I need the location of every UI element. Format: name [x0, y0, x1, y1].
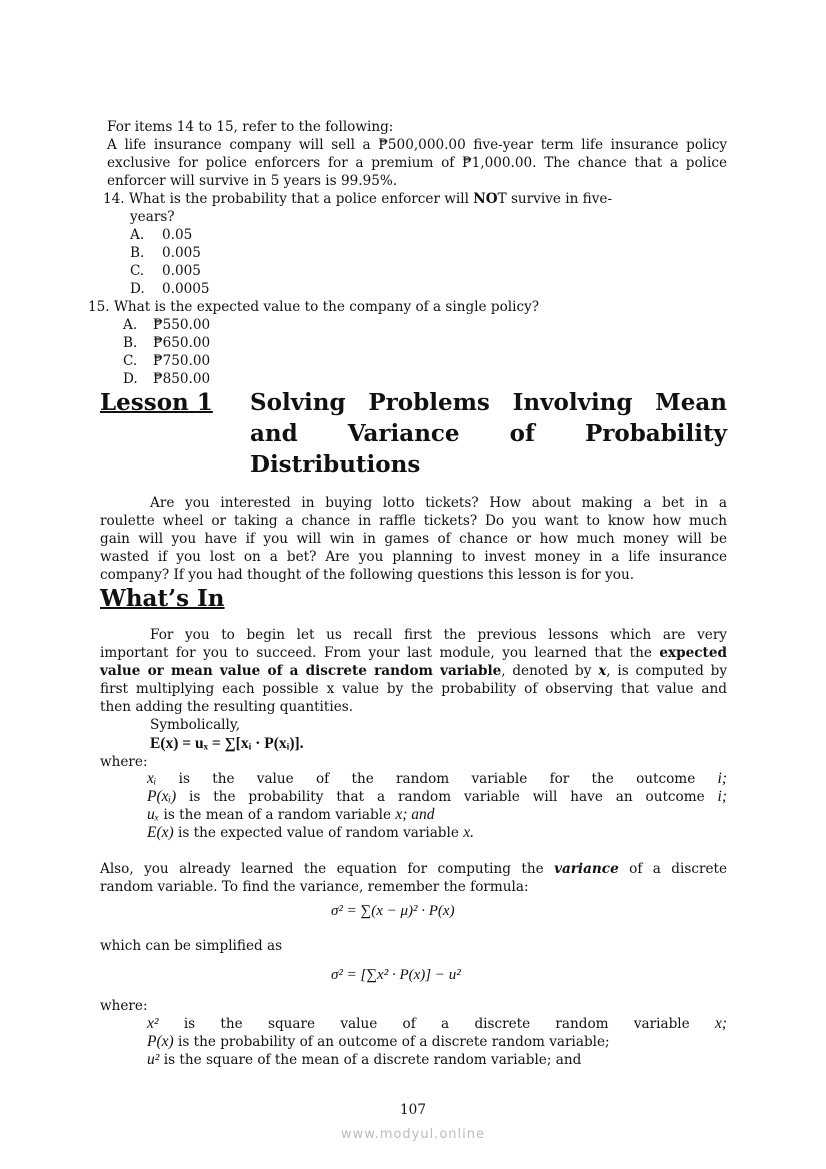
- question-number: 14.: [103, 191, 125, 207]
- definition-line: u² is the square of the mean of a discrete random variable; and: [147, 1051, 582, 1068]
- paragraph-line: company? If you had thought of the following questions this lesson is for you.: [100, 567, 635, 583]
- option-b: B. 0.005: [130, 245, 201, 261]
- question-text: What is the probability that a police enforcer will: [128, 191, 474, 207]
- emphasis: NO: [473, 191, 498, 207]
- lesson-title: Distributions: [250, 451, 421, 478]
- option-d: D. ₱850.00: [123, 371, 211, 387]
- definition-line: P(xᵢ) is the probability that a random variable will have an outcome i;: [147, 788, 727, 805]
- paragraph-line: Also, you already learned the equation for computing the variance of a discrete: [100, 861, 727, 877]
- definition-line: E(x) is the expected value of random variable x.: [147, 824, 474, 841]
- paragraph-line: Are you interested in buying lotto tickets? How about making a bet in a: [150, 495, 727, 511]
- option-c: C. ₱750.00: [123, 353, 211, 369]
- question-text: T survive in five-: [497, 191, 613, 207]
- where-label: where:: [100, 754, 148, 770]
- definition-line: x² is the square value of a discrete random variable x;: [147, 1015, 727, 1032]
- definition-line: uₓ is the mean of a random variable x; and: [147, 806, 435, 823]
- option-c: C. 0.005: [130, 263, 201, 279]
- lesson-title: Solving Problems Involving Mean: [250, 389, 727, 416]
- paragraph-line: For you to begin let us recall first the previous lessons which are very: [150, 627, 727, 643]
- option-a: A. 0.05: [130, 227, 193, 243]
- definition-line: xᵢ is the value of the random variable for the outcome i;: [147, 770, 727, 787]
- option-d: D. 0.0005: [130, 281, 210, 297]
- paragraph-line: value or mean value of a discrete random variable, denoted by x, is computed by: [100, 663, 727, 679]
- question-text-cont: years?: [130, 209, 175, 225]
- intro-line: For items 14 to 15, refer to the following:: [107, 119, 394, 135]
- page-number: 107: [400, 1102, 426, 1118]
- paragraph-line: Symbolically,: [150, 717, 241, 733]
- paragraph-line: first multiplying each possible x value by the probability of observing that value and: [100, 681, 727, 697]
- paragraph-line: then adding the resulting quantities.: [100, 699, 354, 715]
- paragraph-line: which can be simplified as: [100, 938, 283, 954]
- paragraph-line: wasted if you lost on a bet? Are you planning to invest money in a life insurance: [100, 549, 727, 565]
- intro-line: exclusive for police enforcers for a premium of ₱1,000.00. The chance that a police: [107, 155, 727, 171]
- variance-formula: σ² = ∑(x − μ)² · P(x): [331, 903, 455, 919]
- expected-value-formula: E(x) = uₓ = ∑[xᵢ · P(xᵢ)].: [150, 735, 304, 752]
- intro-line: enforcer will survive in 5 years is 99.95%.: [107, 173, 398, 189]
- where-label: where:: [100, 998, 148, 1014]
- watermark: www.modyul.online: [340, 1127, 486, 1142]
- paragraph-line: important for you to succeed. From your last module, you learned that the expected: [100, 645, 727, 661]
- lesson-title: and Variance of Probability: [250, 420, 727, 447]
- variance-simplified-formula: σ² = [∑x² · P(x)] − u²: [331, 967, 461, 983]
- question-15: 15. What is the expected value to the company of a single policy?: [88, 299, 540, 315]
- question-14: [103, 190, 612, 208]
- intro-line: A life insurance company will sell a ₱500,000.00 five-year term life insurance policy: [107, 137, 727, 153]
- lesson-label: Lesson 1: [100, 389, 213, 416]
- paragraph-line: roulette wheel or taking a chance in raffle tickets? Do you want to know how much: [100, 513, 727, 529]
- paragraph-line: gain will you have if you will win in games of chance or how much money will be: [100, 531, 727, 547]
- option-b: B. ₱650.00: [123, 335, 211, 351]
- definition-line: P(x) is the probability of an outcome of a discrete random variable;: [147, 1033, 610, 1050]
- option-a: A. ₱550.00: [123, 317, 211, 333]
- paragraph-line: random variable. To find the variance, remember the formula:: [100, 879, 529, 895]
- section-heading: What’s In: [100, 585, 225, 612]
